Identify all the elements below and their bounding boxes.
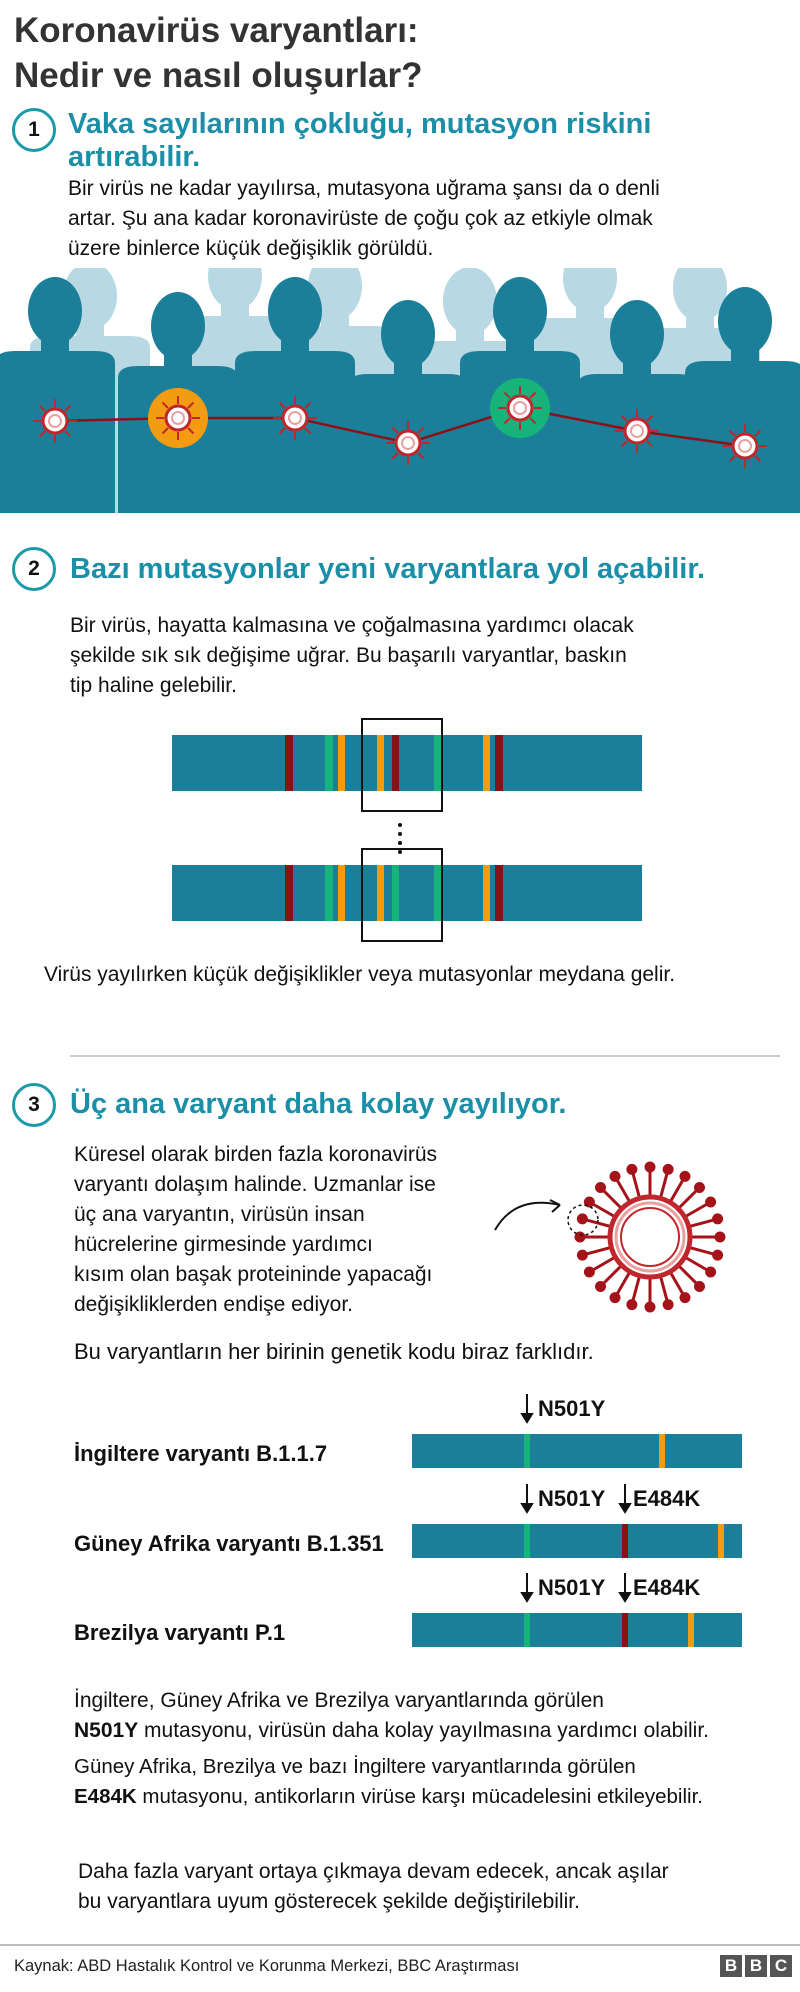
spike: [678, 1189, 698, 1209]
bbc-logo-letter-3: C: [770, 1955, 792, 1977]
spike-tip: [716, 1233, 724, 1241]
spike: [602, 1189, 622, 1209]
section-1-body-line-1: Bir virüs ne kadar yayılırsa, mutasyona uğrama şansı da o denli: [68, 177, 660, 200]
spike-tip: [578, 1251, 586, 1259]
spike: [584, 1247, 611, 1254]
spike-tip: [714, 1251, 722, 1259]
spike: [632, 1276, 639, 1303]
spike: [689, 1219, 716, 1226]
section-2-body-line-3: tip haline gelebilir.: [70, 674, 237, 697]
variant-label-brazil: Brezilya varyantı P.1: [74, 1620, 286, 1645]
bbc-logo-letter-2: B: [745, 1955, 767, 1977]
section-1-body-line-3: üzere binlerce küçük değişiklik görüldü.: [68, 237, 434, 260]
variant-br-mutation-2: E484K: [633, 1575, 701, 1600]
e484k-note: [74, 1752, 800, 1812]
spike: [591, 1203, 615, 1217]
spike: [678, 1265, 698, 1285]
n501y-rest: mutasyonu, virüsün daha kolay yayılmasına yardımcı olabilir.: [138, 1719, 709, 1742]
spike-tip: [695, 1184, 703, 1192]
section-1-number: 1: [12, 108, 56, 152]
spike-tip: [707, 1198, 715, 1206]
n501y-note: [74, 1686, 794, 1746]
section-2-caption: Virüs yayılırken küçük değişiklikler veya mutasyonlar meydana gelir.: [44, 963, 676, 986]
section-1-body: [68, 174, 788, 264]
section-3-body-line-1: Küresel olarak birden fazla koronavirüs: [74, 1143, 438, 1166]
section-2-body-line-1: Bir virüs, hayatta kalmasına ve çoğalmasına yardımcı olacak: [70, 614, 634, 637]
spike-tip: [707, 1268, 715, 1276]
bbc-logo-letter-1: B: [720, 1955, 742, 1977]
variant-uk-mutation-1: N501Y: [538, 1396, 606, 1421]
section-3-body-line-6: değişikliklerden endişe ediyor.: [74, 1293, 353, 1316]
variant-br-mutation-1: N501Y: [538, 1575, 606, 1600]
spike-tip: [585, 1268, 593, 1276]
spike: [602, 1265, 622, 1285]
closing-note-line-1: Daha fazla varyant ortaya çıkmaya devam edecek, ancak aşılar: [78, 1860, 669, 1883]
spike-tip: [646, 1163, 654, 1171]
spike: [591, 1257, 615, 1271]
title-line-1: Koronavirüs varyantları:: [14, 11, 419, 50]
section-3-body-line-4: hücrelerine girmesinde yardımcı: [74, 1233, 373, 1256]
spike: [685, 1257, 709, 1271]
spike-tip: [611, 1294, 619, 1302]
spike-tip: [628, 1301, 636, 1309]
spike: [670, 1272, 684, 1296]
spike-tip: [681, 1172, 689, 1180]
section-divider: [70, 1055, 780, 1057]
variant-label-uk: İngiltere varyantı B.1.1.7: [74, 1441, 328, 1466]
variant-sa-mutation-2: E484K: [633, 1486, 701, 1511]
section-1-heading-line-1: Vaka sayılarının çokluğu, mutasyon riskini: [68, 108, 652, 140]
section-3-body-line-2: varyantı dolaşım halinde. Uzmanlar ise: [74, 1173, 436, 1196]
section-2-number: 2: [12, 547, 56, 591]
section-1-body-line-2: artar. Şu ana kadar koronavirüste de çoğu çok az etkiyle olmak: [68, 207, 653, 230]
section-1-heading: [68, 108, 788, 174]
spike: [616, 1272, 630, 1296]
spike: [660, 1171, 667, 1198]
e484k-note-line-1: Güney Afrika, Brezilya ve bazı İngiltere varyantlarında görülen: [74, 1755, 636, 1778]
section-2-heading: Bazı mutasyonlar yeni varyantlara yol açabilir.: [70, 553, 706, 585]
e484k-rest: mutasyonu, antikorların virüse karşı mücadelesini etkileyebilir.: [136, 1785, 703, 1808]
variant-sa-mutation-1: N501Y: [538, 1486, 606, 1511]
spike-tip: [664, 1301, 672, 1309]
spike-tip: [628, 1165, 636, 1173]
spike-tip: [695, 1282, 703, 1290]
section-3-number: 3: [12, 1083, 56, 1127]
e484k-note-line-2: [74, 1782, 800, 1812]
genome-diagram: [0, 715, 800, 945]
section-2-body: [70, 611, 770, 701]
spike-tip: [597, 1184, 605, 1192]
section-3-body: [74, 1140, 514, 1320]
n501y-note-line-2: [74, 1716, 794, 1746]
genetic-note: Bu varyantların her birinin genetik kodu biraz farklıdır.: [74, 1339, 594, 1364]
section-3-body-line-3: üç ana varyantın, virüsün insan: [74, 1203, 365, 1226]
section-1-heading-line-2: artırabilir.: [68, 141, 201, 173]
title-line-2: Nedir ve nasıl oluşurlar?: [14, 56, 423, 95]
spike-tip: [664, 1165, 672, 1173]
variant-label-south-africa: Güney Afrika varyantı B.1.351: [74, 1531, 384, 1556]
bbc-logo: [720, 1955, 792, 1977]
footer-source: Kaynak: ABD Hastalık Kontrol ve Korunma Merkezi, BBC Araştırması: [14, 1957, 520, 1975]
page-title: [14, 8, 774, 98]
spike-tip: [681, 1294, 689, 1302]
n501y-bold: N501Y: [74, 1719, 139, 1742]
spike-tip: [646, 1303, 654, 1311]
spike: [616, 1178, 630, 1202]
section-2-body-line-2: şekilde sık sık değişime uğrar. Bu başarılı varyantlar, baskın: [70, 644, 627, 667]
n501y-note-line-1: İngiltere, Güney Afrika ve Brezilya varyantlarında görülen: [74, 1689, 604, 1712]
closing-note-line-2: bu varyantlara uyum gösterecek şekilde değiştirilebilir.: [78, 1890, 580, 1913]
section-3-heading: Üç ana varyant daha kolay yayılıyor.: [70, 1088, 567, 1120]
spike: [685, 1203, 709, 1217]
footer-divider: [0, 1944, 800, 1946]
section-3-body-line-5: kısım olan başak proteininde yapacağı: [74, 1263, 433, 1286]
coronavirus-illustration: [490, 1150, 750, 1325]
spike: [660, 1276, 667, 1303]
spike-tip: [611, 1172, 619, 1180]
spike: [670, 1178, 684, 1202]
variant-strands: [400, 1390, 760, 1655]
people-illustration: [0, 268, 800, 513]
spike: [689, 1247, 716, 1254]
spike: [632, 1171, 639, 1198]
spike-tip: [714, 1215, 722, 1223]
spike-tip: [578, 1215, 586, 1223]
closing-note: [78, 1857, 778, 1917]
spike-tip: [597, 1282, 605, 1290]
e484k-bold: E484K: [74, 1785, 137, 1808]
